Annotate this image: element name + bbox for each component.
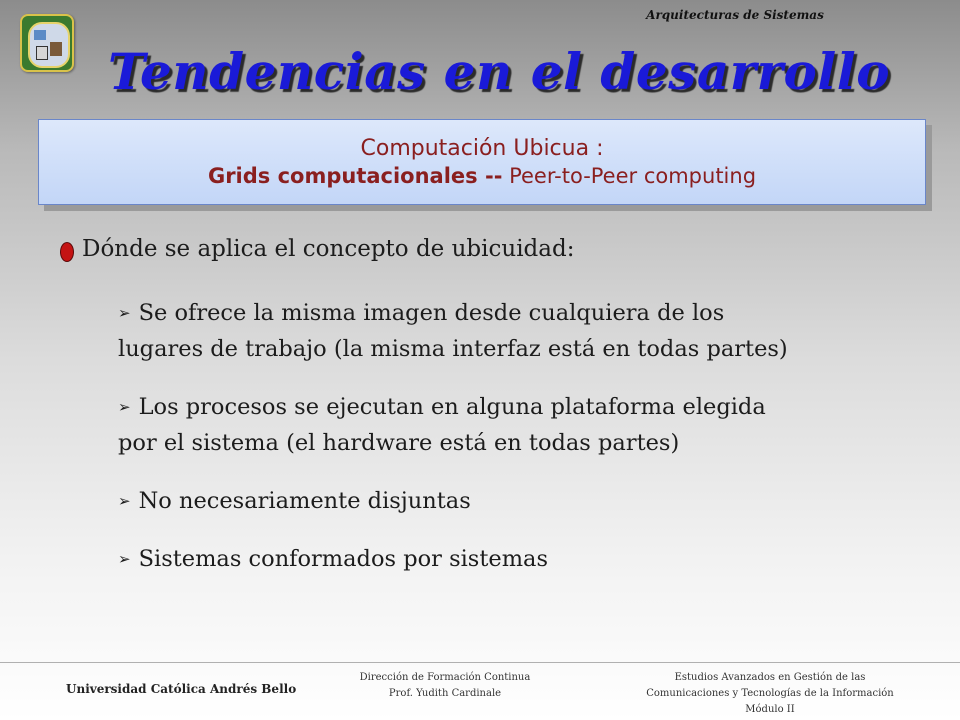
sub-bullet-text: No necesariamente disjuntas	[138, 488, 471, 514]
footer-university: Universidad Católica Andrés Bello	[66, 682, 297, 696]
red-oval-bullet-icon	[60, 242, 74, 262]
main-bullet	[60, 236, 574, 262]
sub-bullet-text: Los procesos se ejecutan en alguna plataforma elegida	[138, 394, 766, 420]
sub-bullet-text-continued: lugares de trabajo (la misma interfaz está en todas partes)	[118, 336, 788, 362]
footer-department	[330, 670, 560, 702]
topic-grids-label: Grids computacionales --	[207, 164, 503, 188]
crest-shield	[28, 22, 70, 68]
arrowhead-bullet-icon: ➢	[118, 550, 131, 568]
crest-book-shape	[34, 30, 46, 40]
sub-bullet	[118, 296, 938, 366]
crest-figure-shape	[50, 42, 62, 56]
footer-program	[640, 670, 900, 718]
sub-bullet-text: Sistemas conformados por sistemas	[138, 546, 549, 572]
university-crest-icon	[20, 14, 74, 72]
footer-divider	[0, 662, 960, 663]
arrowhead-bullet-icon: ➢	[118, 492, 131, 510]
sub-bullet	[118, 390, 938, 460]
topic-box	[38, 119, 926, 205]
footer-module-line: Módulo II	[745, 704, 795, 715]
main-bullet-text: Dónde se aplica el concepto de ubicuidad:	[82, 236, 575, 262]
topic-heading: Computación Ubicua :	[360, 136, 604, 161]
slide-title: Tendencias en el desarrollo	[108, 42, 891, 101]
arrowhead-bullet-icon: ➢	[118, 398, 131, 416]
header-caption: Arquitecturas de Sistemas	[646, 8, 824, 22]
sub-bullet	[118, 484, 938, 520]
sub-bullet	[118, 542, 938, 578]
footer-program-line: Comunicaciones y Tecnologías de la Información	[646, 688, 894, 699]
footer-professor-line: Prof. Yudith Cardinale	[388, 688, 502, 699]
arrowhead-bullet-icon: ➢	[118, 304, 131, 322]
topic-p2p-label: Peer-to-Peer computing	[502, 164, 757, 188]
footer-department-line: Dirección de Formación Continua	[359, 672, 531, 683]
sub-bullet-text-continued: por el sistema (el hardware está en todas partes)	[118, 430, 680, 456]
sub-bullet-text: Se ofrece la misma imagen desde cualquiera de los	[138, 300, 725, 326]
crest-emblem-shape	[36, 46, 48, 60]
footer-program-line: Estudios Avanzados en Gestión de las	[674, 672, 866, 683]
topic-subheading	[39, 162, 925, 190]
